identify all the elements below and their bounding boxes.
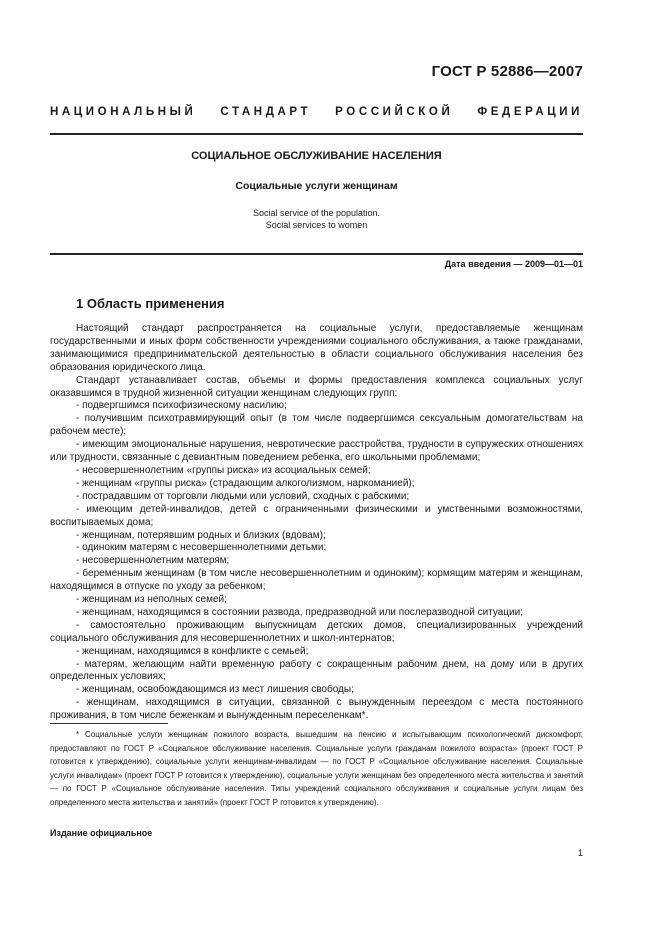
list-item: - женщинам «группы риска» (страдающим алкоголизмом, наркоманией); bbox=[76, 477, 415, 489]
list-item: - самостоятельно проживающим выпускницам детских домов, специализированных учреждений социального обслуживания для несовершеннолетних и школ-интернатов; bbox=[50, 619, 583, 644]
list-item: - несовершеннолетним матерям; bbox=[76, 555, 230, 567]
document-title: СОЦИАЛЬНОЕ ОБСЛУЖИВАНИЕ НАСЕЛЕНИЯ bbox=[191, 150, 442, 162]
document-subtitle: Социальные услуги женщинам bbox=[235, 180, 398, 192]
list-item: - подвергшимся психофизическому насилию; bbox=[76, 400, 287, 412]
introduction-date: Дата введения — 2009—01—01 bbox=[444, 259, 583, 269]
section-heading: 1 Область применения bbox=[76, 296, 225, 311]
list-item: - одиноким матерям с несовершеннолетними детьми; bbox=[76, 542, 327, 554]
page-number: 1 bbox=[577, 848, 583, 858]
list-item: - женщинам, потерявшим родных и близких (вдовам); bbox=[76, 529, 326, 541]
list-item: - имеющим эмоциональные нарушения, невротические расстройства, трудности в супружеских отношениях или трудности, связанные с девиантным поведением ребенка, его школьными проблемами; bbox=[50, 439, 583, 464]
list-item: - женщинам, освобождающимся из мест лишения свободы; bbox=[76, 684, 354, 696]
english-title-line: Social services to women bbox=[265, 220, 368, 230]
list-item: - пострадавшим от торговли людьми или условий, сходных с рабскими; bbox=[76, 490, 410, 502]
list-item: - несовершеннолетним «группы риска» из асоциальных семей; bbox=[76, 464, 371, 476]
section-body bbox=[50, 323, 583, 723]
footnote bbox=[50, 728, 583, 810]
body-paragraph: Стандарт устанавливает состав, объемы и формы предоставления комплекса социальных услуг оказавшимся в трудной жизненной ситуации женщинам следующих групп: bbox=[50, 374, 583, 399]
list-item: - имеющим детей-инвалидов, детей с ограниченными физическими и умственными возможностями, воспитываемых дома; bbox=[50, 503, 583, 528]
english-title-line: Social service of the population. bbox=[252, 208, 381, 218]
list-item: - матерям, желающим найти временную работу с сокращенным рабочим днем, на дому или в других определенных условиях; bbox=[50, 658, 583, 683]
body-paragraph: Настоящий стандарт распространяется на социальные услуги, предоставляемые женщинам государственными и иных форм собственности учреждениями социального обслуживания, а также гражданами, занимающимися предпринимательской деятельностью в области социального обслуживания населения без образования юридического лица. bbox=[50, 323, 583, 373]
list-item: - женщинам, находящимся в ситуации, связанной с вынужденным переездом с места постоянного проживания, в том числе беженкам и вынужденным переселенкам*. bbox=[50, 697, 583, 722]
list-item: - женщинам из неполных семей; bbox=[76, 594, 227, 606]
footnote-text: * Социальные услуги женщинам пожилого возраста, вышедшим на пенсию и испытывающим психологический дискомфорт, предоставляют по ГОСТ Р «Социальное обслуживание населения. Социальные услуги гражданам пожилого возраста» (проект ГОСТ Р готовится к утверждению), социальные услуги женщинам-инвалидам — по ГОСТ Р «Социальное обслуживание населения. Социальные услуги инвалидам» (проект ГОСТ Р готовится к утверждению), социальные услуги женщинам без определенного места жительства и занятий — по ГОСТ Р «Социальное обслуживание населения. Типы учреждений социального обслуживания и социальные услуги лицам без определенного места жительства и занятий» (проект ГОСТ Р готовится к утверждению). bbox=[50, 730, 583, 807]
english-title bbox=[50, 207, 583, 231]
footnote-divider bbox=[50, 723, 168, 724]
list-item: - женщинам, находящимся в конфликте с семьей; bbox=[76, 645, 309, 657]
standard-type-heading: НАЦИОНАЛЬНЫЙ СТАНДАРТ РОССИЙСКОЙ ФЕДЕРАЦИИ bbox=[50, 106, 583, 118]
list-item: - получившим психотравмирующий опыт (в том числе подвергшимся сексуальным домогательствам на рабочем месте); bbox=[50, 413, 583, 438]
list-item: - беременным женщинам (в том числе несовершеннолетним и одиноким); кормящим матерям и женщинам, находящимся в отпуске по уходу за ребенком; bbox=[50, 568, 583, 593]
gost-identifier: ГОСТ Р 52886—2007 bbox=[431, 63, 583, 80]
edition-label: Издание официальное bbox=[50, 828, 153, 838]
middle-divider bbox=[50, 253, 583, 255]
top-divider bbox=[50, 133, 583, 135]
list-item: - женщинам, находящимся в состоянии развода, предразводной или послеразводной ситуации; bbox=[76, 606, 523, 618]
